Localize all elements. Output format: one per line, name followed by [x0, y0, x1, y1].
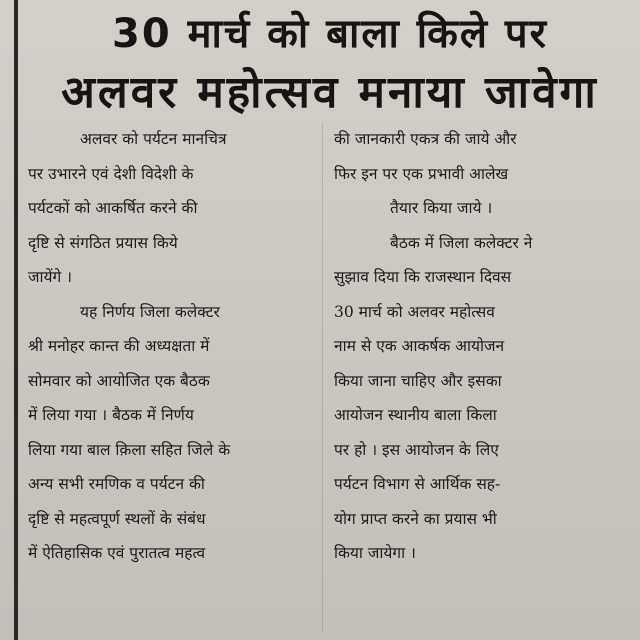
article-line: लिया गया बाल क़िला सहित जिले के — [28, 440, 231, 459]
article-line: अन्य सभी रमणिक व पर्यटन की — [28, 475, 205, 493]
article-line: तैयार किया जाये । — [390, 199, 493, 217]
headline-line-1: 30 मार्च को बाला किले पर — [111, 11, 548, 57]
article-line: फिर इन पर एक प्रभावी आलेख — [334, 164, 509, 183]
column-divider — [322, 122, 323, 632]
article-line: आयोजन स्थानीय बाला किला — [334, 406, 497, 424]
article-line: पर उभारने एवं देशी विदेशी के — [28, 164, 194, 183]
article-line: यह निर्णय जिला कलेक्टर — [80, 302, 220, 321]
article-line: किया जायेगा । — [334, 544, 416, 562]
article-line: बैठक में जिला कलेक्टर ने — [390, 233, 533, 252]
headline-line-2: अलवर महोत्सव मनाया जावेगा — [61, 67, 599, 118]
article-line: नाम से एक आकर्षक आयोजन — [334, 337, 505, 355]
article-line: जायेंगे । — [28, 268, 73, 286]
article-line: पर्यटकों को आकर्षित करने की — [28, 199, 198, 217]
article-line: पर हो । इस आयोजन के लिए — [334, 440, 499, 459]
article-line: अलवर को पर्यटन मानचित्र — [80, 130, 227, 148]
article-line: 30 मार्च को अलवर महोत्सव — [334, 302, 495, 321]
article-line: दृष्टि से संगठित प्रयास किये — [28, 233, 178, 252]
article-line: में ऐतिहासिक एवं पुरातत्व महत्व — [28, 544, 206, 562]
article-line: पर्यटन विभाग से आर्थिक सह- — [334, 475, 501, 493]
article-column-left — [28, 122, 310, 571]
article-line: की जानकारी एकत्र की जाये और — [334, 130, 517, 148]
article-line: किया जाना चाहिए और इसका — [334, 371, 502, 390]
left-border-rule — [14, 0, 18, 640]
article-column-right — [334, 122, 626, 571]
article-line: सुझाव दिया कि राजस्थान दिवस — [334, 268, 512, 286]
article-line: में लिया गया । बैठक में निर्णय — [28, 406, 194, 424]
article-line: श्री मनोहर कान्त की अध्यक्षता में — [28, 337, 210, 355]
article-line: दृष्टि से महत्वपूर्ण स्थलों के संबंध — [28, 509, 206, 528]
article-line: योग प्राप्त करने का प्रयास भी — [334, 509, 497, 528]
article-line: सोमवार को आयोजित एक बैठक — [28, 371, 210, 390]
